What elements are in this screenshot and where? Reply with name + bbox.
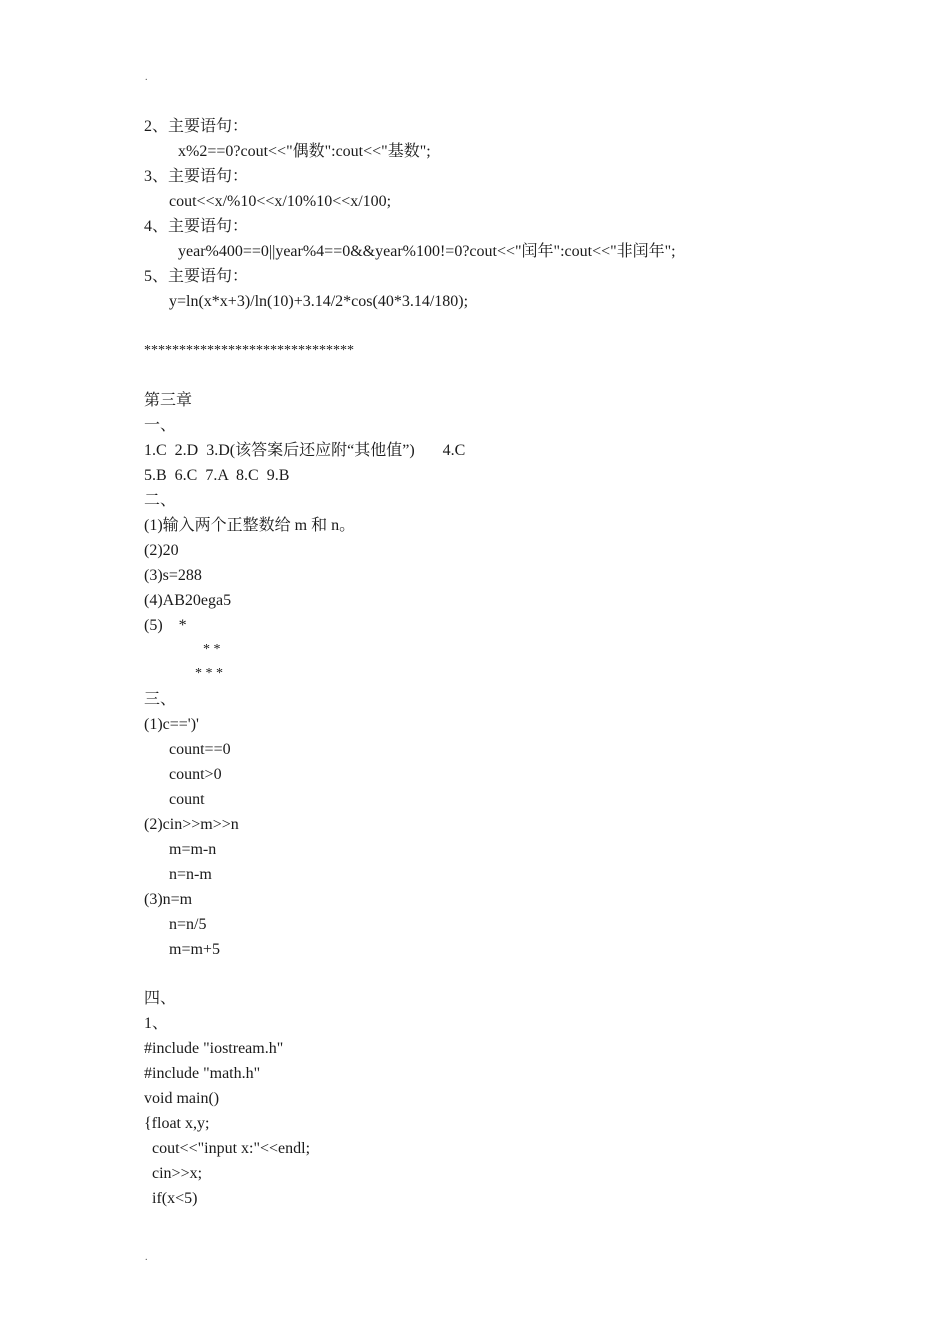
text-line: (3)s=288 bbox=[144, 567, 202, 584]
text-line: year%400==0||year%4==0&&year%100!=0?cout<<"闰年":cout<<"非闰年"; bbox=[178, 243, 676, 260]
text-line: (3)n=m bbox=[144, 891, 193, 908]
text-line: 1、 bbox=[144, 1015, 169, 1032]
text-line: (1)c==')' bbox=[144, 716, 199, 733]
footer-mark: . bbox=[145, 1252, 148, 1263]
text-line: 1.C 2.D 3.D(该答案后还应附“其他值”) 4.C bbox=[144, 442, 466, 459]
code-line: void main() bbox=[144, 1090, 220, 1107]
section-heading: 四、 bbox=[144, 990, 177, 1007]
text-line: (2)20 bbox=[144, 542, 179, 559]
text-line: (4)AB20ega5 bbox=[144, 592, 232, 609]
text-line: n=n-m bbox=[169, 866, 212, 883]
text-line: x%2==0?cout<<"偶数":cout<<"基数"; bbox=[178, 143, 431, 160]
chapter-title: 第三章 bbox=[144, 392, 193, 409]
text-line: * * bbox=[203, 642, 221, 657]
code-line: #include "iostream.h" bbox=[144, 1040, 284, 1057]
text-line: 5、主要语句： bbox=[144, 268, 249, 285]
code-line: if(x<5) bbox=[152, 1190, 198, 1207]
text-line: n=n/5 bbox=[169, 916, 207, 933]
text-line: count==0 bbox=[169, 741, 231, 758]
text-line: 4、主要语句： bbox=[144, 218, 249, 235]
separator-line: ****************************** bbox=[144, 343, 354, 358]
text-line: count>0 bbox=[169, 766, 222, 783]
text-line: (1)输入两个正整数给 m 和 n。 bbox=[144, 517, 356, 534]
code-line: #include "math.h" bbox=[144, 1065, 261, 1082]
text-line: 2、主要语句： bbox=[144, 118, 249, 135]
code-line: cout<<"input x:"<<endl; bbox=[152, 1140, 311, 1157]
text-line: m=m+5 bbox=[169, 941, 220, 958]
text-line: (2)cin>>m>>n bbox=[144, 816, 239, 833]
text-line: 3、主要语句： bbox=[144, 168, 249, 185]
text-line: m=m-n bbox=[169, 841, 217, 858]
text-line: (5) * bbox=[144, 617, 187, 634]
text-line: y=ln(x*x+3)/ln(10)+3.14/2*cos(40*3.14/180); bbox=[169, 293, 469, 310]
header-mark: . bbox=[145, 72, 148, 83]
text-line: * * * bbox=[195, 666, 223, 681]
section-heading: 二、 bbox=[144, 492, 177, 509]
code-line: {float x,y; bbox=[144, 1115, 210, 1132]
code-line: cin>>x; bbox=[152, 1165, 203, 1182]
text-line: cout<<x/%10<<x/10%10<<x/100; bbox=[169, 193, 392, 210]
section-heading: 一、 bbox=[144, 417, 177, 434]
text-line: 5.B 6.C 7.A 8.C 9.B bbox=[144, 467, 290, 484]
text-line: count bbox=[169, 791, 205, 808]
section-heading: 三、 bbox=[144, 691, 177, 708]
